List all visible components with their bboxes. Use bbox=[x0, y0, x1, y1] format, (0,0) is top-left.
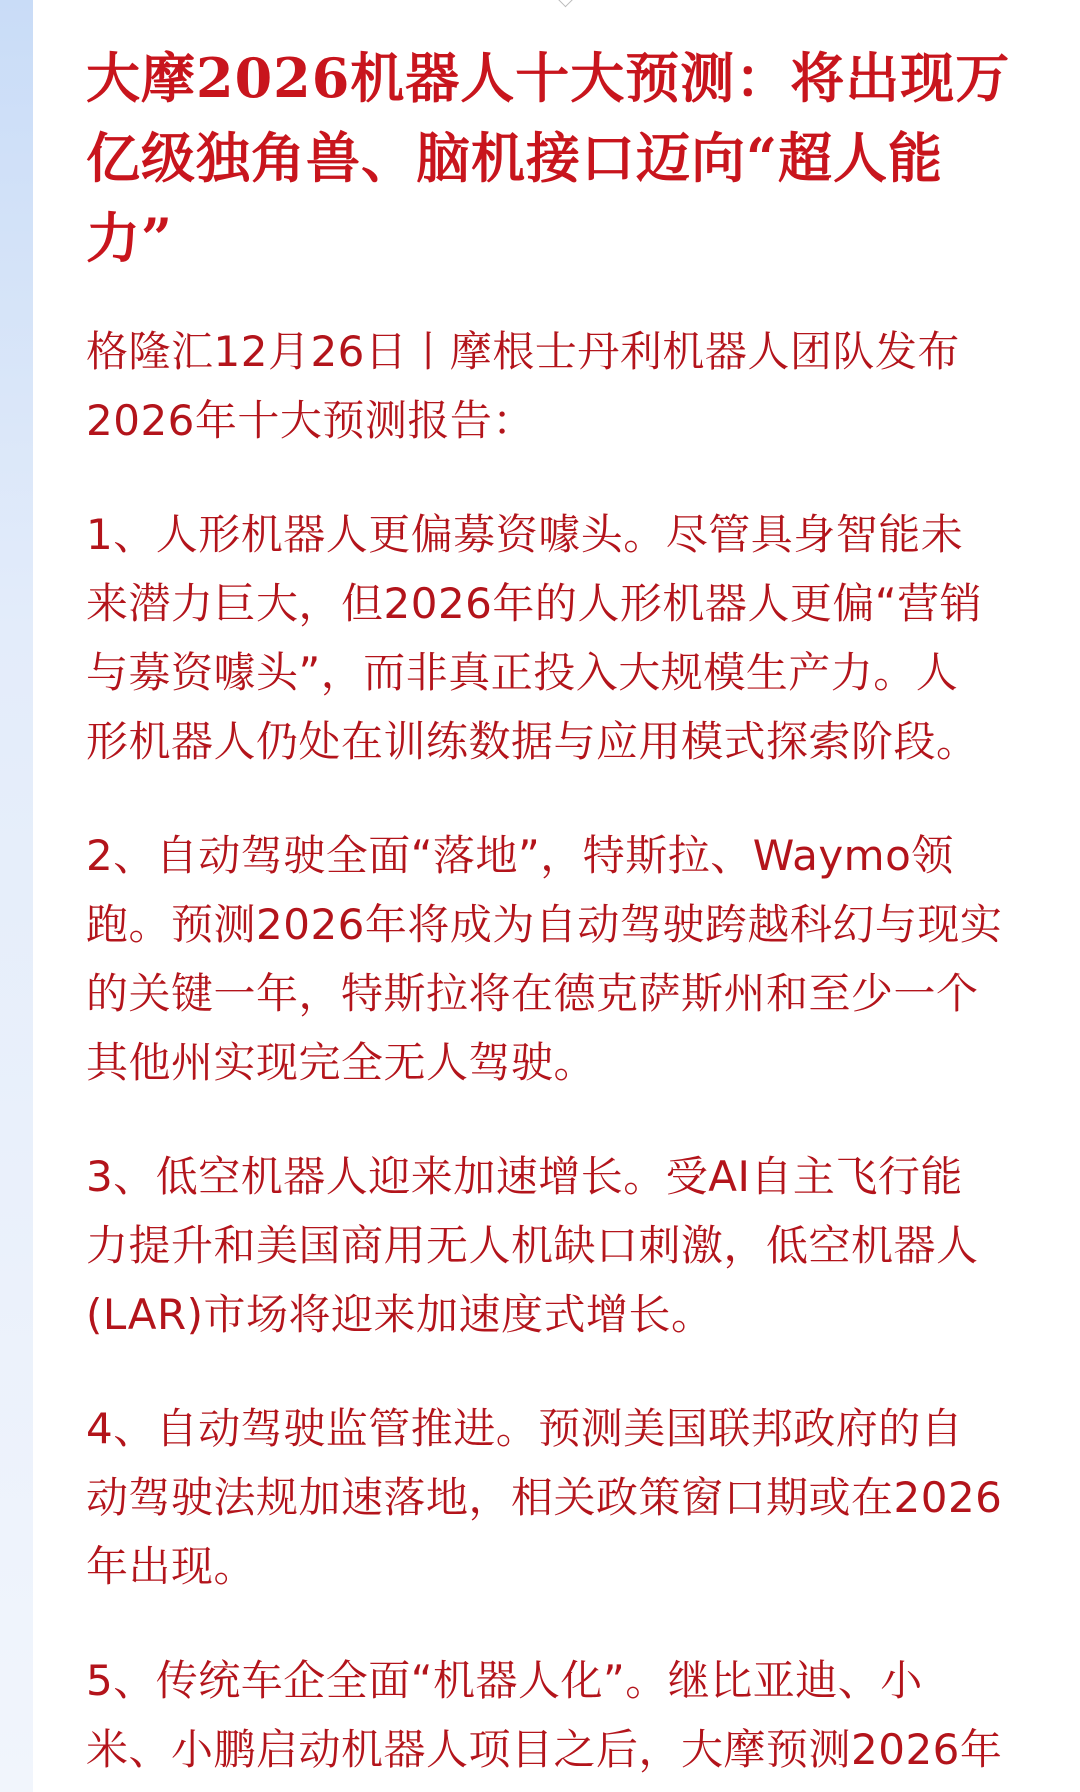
prediction-item-4 bbox=[86, 1394, 1056, 1601]
text-line: 2、自动驾驶全面“落地”，特斯拉、Waymo领 bbox=[86, 831, 954, 880]
chevron-down-icon bbox=[558, 0, 574, 7]
article-meta bbox=[86, 317, 1056, 455]
text-line: (LAR)市场将迎来加速度式增长。 bbox=[86, 1290, 714, 1339]
text-line: 力提升和美国商用无人机缺口刺激，低空机器人 bbox=[86, 1221, 979, 1270]
article-title bbox=[86, 38, 1056, 278]
title-line: 力” bbox=[86, 206, 174, 270]
text-line: 格隆汇12月26日丨摩根士丹利机器人团队发布 bbox=[86, 327, 960, 376]
text-line: 跑。预测2026年将成为自动驾驶跨越科幻与现实 bbox=[86, 900, 1003, 949]
text-line: 4、自动驾驶监管推进。预测美国联邦政府的自 bbox=[86, 1404, 964, 1453]
prediction-item-5 bbox=[86, 1646, 1056, 1784]
prediction-item-3 bbox=[86, 1142, 1056, 1349]
text-line: 1、人形机器人更偏募资噱头。尽管具身智能未 bbox=[86, 510, 964, 559]
prediction-item-2 bbox=[86, 821, 1056, 1097]
text-line: 的关键一年，特斯拉将在德克萨斯州和至少一个 bbox=[86, 969, 979, 1018]
prediction-item-1 bbox=[86, 500, 1056, 776]
left-edge-background bbox=[0, 0, 33, 1792]
text-line: 年出现。 bbox=[86, 1542, 257, 1591]
text-line: 形机器人仍处在训练数据与应用模式探索阶段。 bbox=[86, 717, 979, 766]
text-line: 其他州实现完全无人驾驶。 bbox=[86, 1038, 597, 1087]
text-line: 来潜力巨大，但2026年的人形机器人更偏“营销 bbox=[86, 579, 983, 628]
text-line: 2026年十大预测报告： bbox=[86, 396, 535, 445]
text-line: 3、低空机器人迎来加速增长。受AI自主飞行能 bbox=[86, 1152, 963, 1201]
text-line: 5、传统车企全面“机器人化”。继比亚迪、小 bbox=[86, 1656, 923, 1705]
article bbox=[86, 38, 1056, 1784]
title-line: 大摩2026机器人十大预测：将出现万 bbox=[86, 46, 1011, 110]
text-line: 与募资噱头”，而非真正投入大规模生产力。人 bbox=[86, 648, 959, 697]
title-line: 亿级独角兽、脑机接口迈向“超人能 bbox=[86, 126, 944, 190]
text-line: 动驾驶法规加速落地，相关政策窗口期或在2026 bbox=[86, 1473, 1003, 1522]
text-line: 米、小鹏启动机器人项目之后，大摩预测2026年 bbox=[86, 1725, 1003, 1774]
